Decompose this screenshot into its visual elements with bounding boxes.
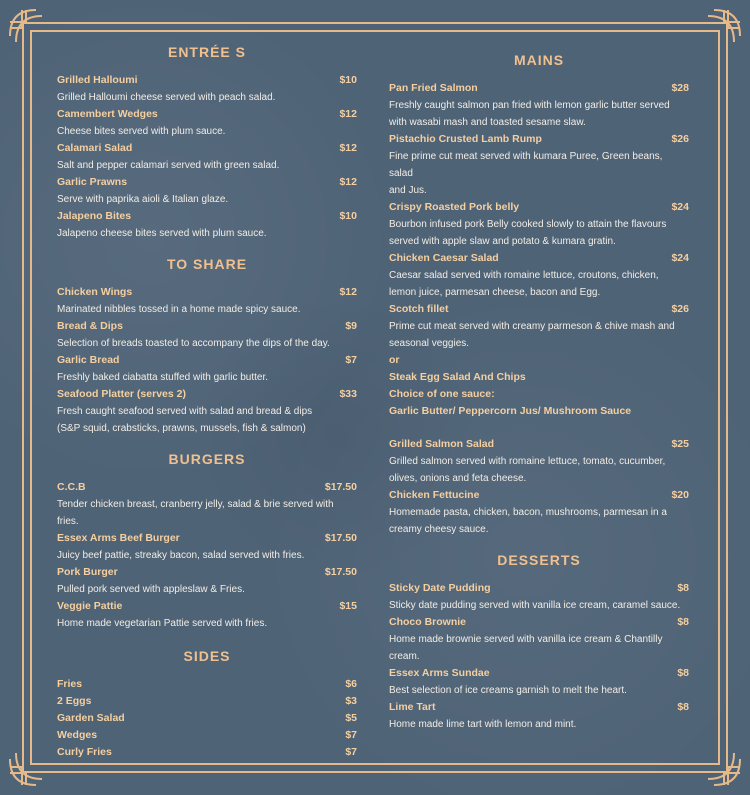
item-description: Bourbon infused pork Belly cooked slowly to attain the flavours xyxy=(389,219,667,230)
menu-item xyxy=(389,699,689,733)
menu-item xyxy=(57,352,357,386)
menu-item xyxy=(57,106,357,140)
item-name: Jalapeno Bites xyxy=(57,210,132,222)
menu-item xyxy=(57,598,357,632)
item-description: Fine prime cut meat served with kumara Puree, Green beans, salad xyxy=(389,151,663,179)
side-item xyxy=(57,710,357,727)
item-price: $17.50 xyxy=(324,481,357,493)
item-name: Lime Tart xyxy=(389,701,436,713)
item-description: Pulled pork served with appleslaw & Fries. xyxy=(57,584,245,595)
item-price: $9 xyxy=(345,320,357,332)
item-price: $8 xyxy=(677,582,689,594)
item-name: Pan Fried Salmon xyxy=(389,82,478,94)
section-title-entrees: ENTRÉE S xyxy=(167,44,246,60)
menu-item xyxy=(389,131,689,199)
item-price: $12 xyxy=(339,176,357,188)
item-name: Bread & Dips xyxy=(57,320,123,332)
steak-item-name: Steak Egg Salad And Chips xyxy=(389,371,526,383)
item-price: $7 xyxy=(345,746,357,758)
item-price: $12 xyxy=(339,142,357,154)
item-description-line-2: and Jus. xyxy=(389,185,427,196)
item-description: Tender chicken breast, cranberry jelly, salad & brie served with fries. xyxy=(57,499,334,527)
side-item xyxy=(57,676,357,693)
item-price: $33 xyxy=(339,388,357,400)
item-price: $7 xyxy=(345,354,357,366)
menu-item xyxy=(389,250,689,301)
menu-item xyxy=(389,614,689,665)
menu-item xyxy=(57,140,357,174)
menu-item xyxy=(57,318,357,352)
item-description: Caesar salad served with romaine lettuce, croutons, chicken, xyxy=(389,270,659,281)
menu-item xyxy=(57,386,357,437)
item-description-line-2: with wasabi mash and toasted sesame slaw. xyxy=(389,117,586,128)
side-item xyxy=(57,693,357,710)
item-price: $7 xyxy=(345,729,357,741)
item-price: $5 xyxy=(345,712,357,724)
item-description-line-2: served with apple slaw and potato & kumara gratin. xyxy=(389,236,616,247)
item-name: Garlic Bread xyxy=(57,354,120,366)
menu-item xyxy=(389,80,689,131)
item-description-line-2: olives, onions and feta cheese. xyxy=(389,473,527,484)
item-name: Chicken Wings xyxy=(57,286,133,298)
item-name: Pistachio Crusted Lamb Rump xyxy=(389,133,542,145)
item-price: $24 xyxy=(671,252,689,264)
corner-knot-icon xyxy=(700,6,744,50)
menu-item xyxy=(389,301,689,352)
menu-item xyxy=(389,436,689,487)
item-description-line-2: cream. xyxy=(389,651,420,662)
left-column xyxy=(57,44,357,761)
item-description: Homemade pasta, chicken, bacon, mushrooms, parmesan in a xyxy=(389,507,667,518)
item-name: Scotch fillet xyxy=(389,303,449,315)
item-name: Pork Burger xyxy=(57,566,118,578)
item-price: $25 xyxy=(671,438,689,450)
menu-item xyxy=(57,530,357,564)
item-description: Selection of breads toasted to accompany the dips of the day. xyxy=(57,338,330,349)
item-price: $24 xyxy=(671,201,689,213)
item-name: Fries xyxy=(57,678,83,690)
corner-knot-icon xyxy=(6,6,50,50)
section-title-desserts: DESSERTS xyxy=(497,552,581,568)
menu-item xyxy=(57,479,357,530)
item-name: C.C.B xyxy=(57,481,86,493)
item-price: $26 xyxy=(671,303,689,315)
item-description: Serve with paprika aioli & Italian glaze. xyxy=(57,194,229,205)
or-label: or xyxy=(389,354,400,366)
item-name: Chicken Caesar Salad xyxy=(389,252,499,264)
item-price: $20 xyxy=(671,489,689,501)
item-price: $26 xyxy=(671,133,689,145)
item-name: Veggie Pattie xyxy=(57,600,123,612)
item-name: Grilled Halloumi xyxy=(57,74,138,86)
item-description: Home made lime tart with lemon and mint. xyxy=(389,719,577,730)
corner-knot-icon xyxy=(700,745,744,789)
menu-item xyxy=(57,208,357,242)
item-description: Home made brownie served with vanilla ice cream & Chantilly xyxy=(389,634,663,645)
item-price: $17.50 xyxy=(324,532,357,544)
item-price: $28 xyxy=(671,82,689,94)
item-price: $15 xyxy=(339,600,357,612)
item-description: Salt and pepper calamari served with green salad. xyxy=(57,160,280,171)
right-column xyxy=(389,52,689,733)
item-price: $8 xyxy=(677,616,689,628)
item-name: Essex Arms Sundae xyxy=(389,667,490,679)
item-name: 2 Eggs xyxy=(57,695,92,707)
item-price: $10 xyxy=(339,74,357,86)
item-name: Curly Fries xyxy=(57,746,112,758)
item-name: Garlic Prawns xyxy=(57,176,128,188)
sauce-choice-label: Choice of one sauce: xyxy=(389,388,495,400)
item-description: Freshly baked ciabatta stuffed with garlic butter. xyxy=(57,372,269,383)
menu-item xyxy=(57,564,357,598)
item-name: Calamari Salad xyxy=(57,142,133,154)
item-name: Garden Salad xyxy=(57,712,125,724)
item-price: $17.50 xyxy=(324,566,357,578)
item-description: Jalapeno cheese bites served with plum sauce. xyxy=(57,228,267,239)
item-name: Essex Arms Beef Burger xyxy=(57,532,180,544)
sauce-options: Garlic Butter/ Peppercorn Jus/ Mushroom Sauce xyxy=(389,405,632,417)
corner-knot-icon xyxy=(6,745,50,789)
item-name: Camembert Wedges xyxy=(57,108,158,120)
item-price: $10 xyxy=(339,210,357,222)
menu-item xyxy=(57,72,357,106)
item-description: Freshly caught salmon pan fried with lemon garlic butter served xyxy=(389,100,670,111)
item-description: Best selection of ice creams garnish to melt the heart. xyxy=(389,685,627,696)
item-price: $6 xyxy=(345,678,357,690)
menu-item xyxy=(389,580,689,614)
item-description: Cheese bites served with plum sauce. xyxy=(57,126,226,137)
item-description: Fresh caught seafood served with salad and bread & dips xyxy=(57,406,313,417)
section-title-sides: SIDES xyxy=(183,648,231,664)
item-description-line-2: creamy cheesy sauce. xyxy=(389,524,489,535)
item-description-line-2: lemon juice, parmesan cheese, bacon and Egg. xyxy=(389,287,601,298)
menu-item xyxy=(389,665,689,699)
item-description: Home made vegetarian Pattie served with fries. xyxy=(57,618,268,629)
section-title-burgers: BURGERS xyxy=(168,451,246,467)
item-description-line-2: seasonal veggies. xyxy=(389,338,470,349)
item-description: Juicy beef pattie, streaky bacon, salad served with fries. xyxy=(57,550,305,561)
item-price: $8 xyxy=(677,667,689,679)
menu-item xyxy=(57,284,357,318)
item-name: Wedges xyxy=(57,729,98,741)
item-name: Chicken Fettucine xyxy=(389,489,480,501)
item-price: $12 xyxy=(339,108,357,120)
item-name: Seafood Platter (serves 2) xyxy=(57,388,186,400)
item-description: Prime cut meat served with creamy parmeson & chive mash and xyxy=(389,321,675,332)
section-title-mains: MAINS xyxy=(513,52,565,68)
menu-item xyxy=(389,199,689,250)
item-description-line-2: (S&P squid, crabsticks, prawns, mussels, fish & salmon) xyxy=(57,423,306,434)
menu-item xyxy=(389,487,689,538)
side-item xyxy=(57,744,357,761)
item-name: Choco Brownie xyxy=(389,616,467,628)
item-price: $12 xyxy=(339,286,357,298)
item-name: Crispy Roasted Pork belly xyxy=(389,201,520,213)
item-description: Sticky date pudding served with vanilla ice cream, caramel sauce. xyxy=(389,600,681,611)
item-name: Grilled Salmon Salad xyxy=(389,438,495,450)
item-name: Sticky Date Pudding xyxy=(389,582,491,594)
menu-item xyxy=(57,174,357,208)
item-price: $3 xyxy=(345,695,357,707)
item-price: $8 xyxy=(677,701,689,713)
item-description: Grilled Halloumi cheese served with peach salad. xyxy=(57,92,276,103)
item-description: Grilled salmon served with romaine lettuce, tomato, cucumber, xyxy=(389,456,666,467)
side-item xyxy=(57,727,357,744)
item-description: Marinated nibbles tossed in a home made spicy sauce. xyxy=(57,304,301,315)
section-title-to-share: TO SHARE xyxy=(166,256,248,272)
